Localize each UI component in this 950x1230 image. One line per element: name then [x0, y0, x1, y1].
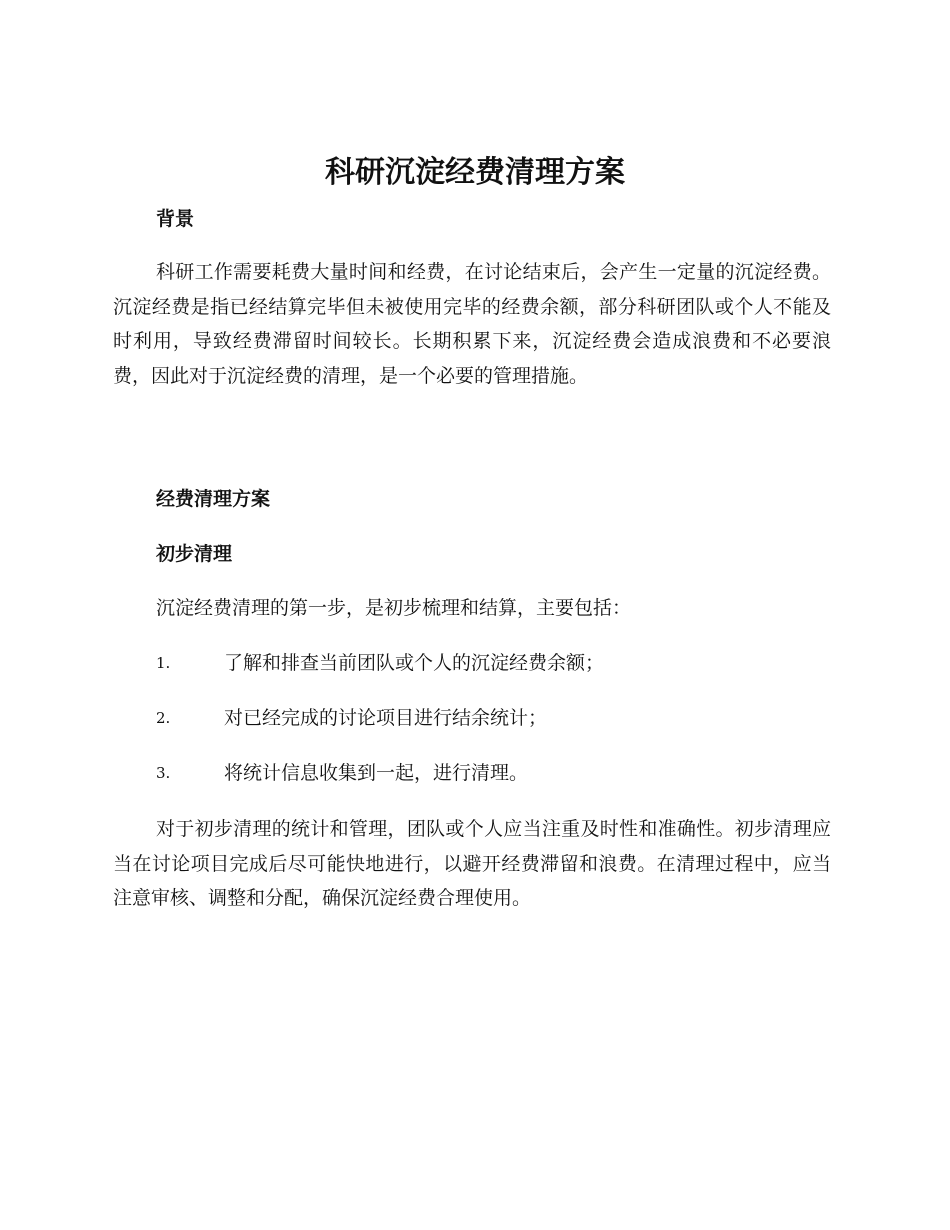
background-paragraph: 科研工作需要耗费大量时间和经费，在讨论结束后，会产生一定量的沉淀经费。沉淀经费是指已经结算完毕但未被使用完毕的经费余额，部分科研团队或个人不能及时利用，导致经费滞留时间较长。长期积累下来，沉淀经费会造成浪费和不必要浪费，因此对于沉淀经费的清理，是一个必要的管理措施。 — [113, 261, 831, 387]
initial-intro: 沉淀经费清理的第一步，是初步梳理和结算，主要包括： — [156, 597, 632, 619]
initial-closing-paragraph: 对于初步清理的统计和管理，团队或个人应当注重及时性和准确性。初步清理应当在讨论项目完成后尽可能快地进行，以避开经费滞留和浪费。在清理过程中，应当注意审核、调整和分配，确保沉淀经费合理使用。 — [113, 818, 831, 909]
list-text: 了解和排查当前团队或个人的沉淀经费余额； — [224, 652, 605, 674]
section-heading-background: 背景 — [156, 208, 195, 230]
document-title: 科研沉淀经费清理方案 — [325, 155, 625, 190]
list-number: 3. — [156, 764, 171, 782]
list-number: 2. — [156, 709, 171, 727]
list-text: 将统计信息收集到一起，进行清理。 — [224, 762, 529, 784]
section-heading-initial: 初步清理 — [156, 543, 233, 565]
list-text: 对已经完成的讨论项目进行结余统计； — [224, 707, 548, 729]
list-number: 1. — [156, 654, 171, 672]
section-heading-plan: 经费清理方案 — [156, 488, 271, 510]
